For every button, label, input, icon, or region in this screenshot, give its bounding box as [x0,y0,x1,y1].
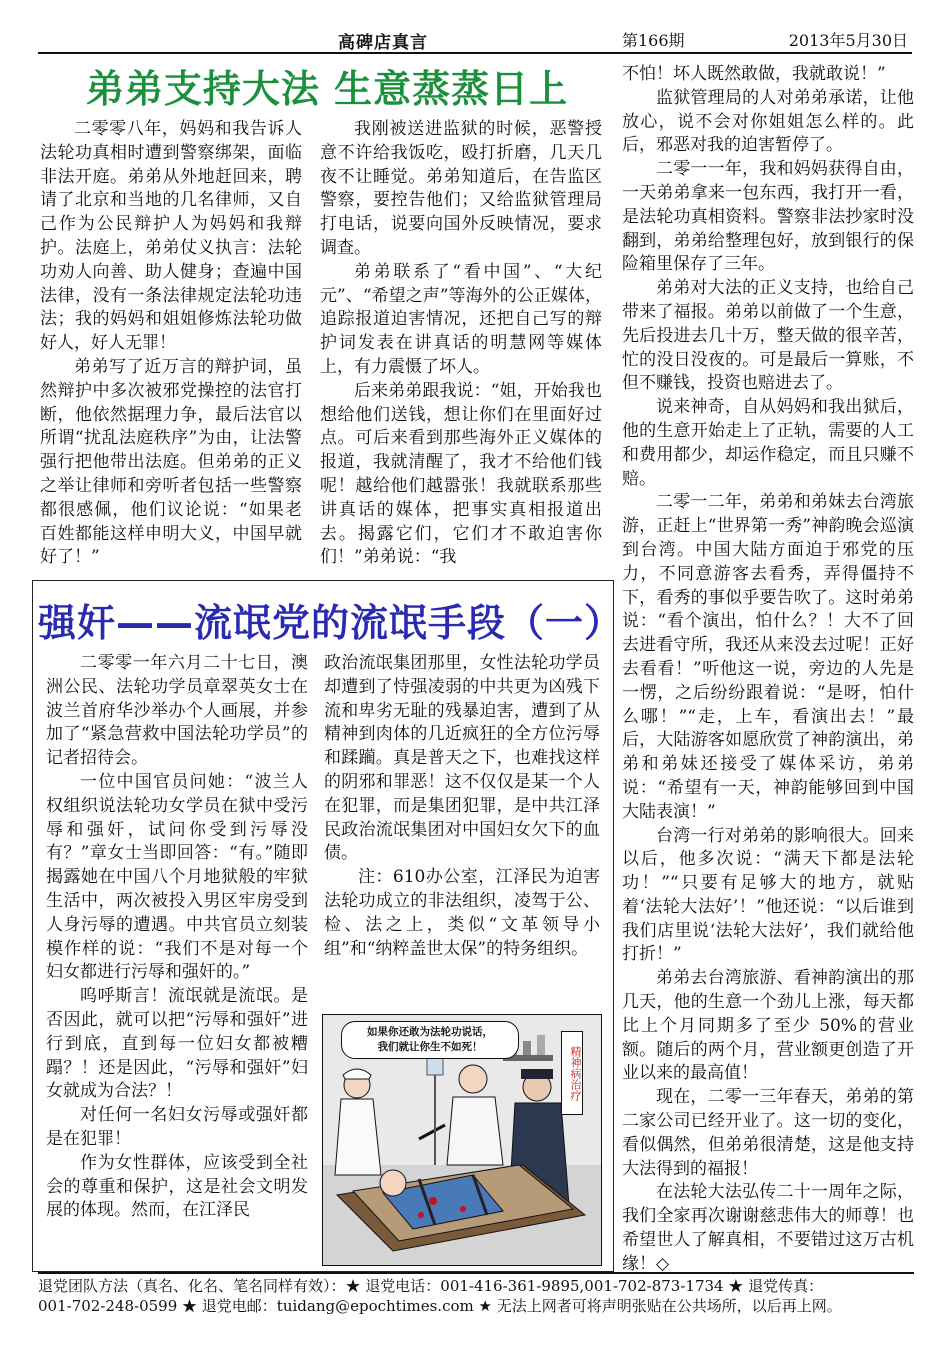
paragraph: 作为女性群体，应该受到全社会的尊重和保护，这是社会文明发展的体现。然而，在江泽民 [46,1152,308,1221]
paragraph: 弟弟去台湾旅游、看神韵演出的那几天，他的生意一个劲儿上涨，每天都比上个月同期多了至少 50%的营业额。随后的两个月，营业额更创造了开业以来的最高值！ [622,968,914,1084]
paragraph: 呜呼斯言！流氓就是流氓。是否因此，就可以把“污辱和强奸”进行到底，直到每一位妇女都被糟蹋？！还是因此，“污辱和强奸”妇女就成为合法？！ [46,986,308,1102]
paragraph: 对任何一名妇女污辱或强奸都是在犯罪！ [46,1105,308,1149]
paragraph: 台湾一行对弟弟的影响很大。回来以后，他多次说：“满天下都是法轮功！”“只要有足够大的地方，就贴着‘法轮大法好’！”他还说：“以后谁到我们店里说‘法轮大法好’，我们就给他打折！” [622,825,914,965]
page-header [38,22,912,54]
paragraph: 弟弟联系了“看中国”、“大纪元”、“希望之声”等海外的公正媒体，追踪报道迫害情况，还把自己写的辩护词发表在讲真话的明慧网等媒体上，有力震慑了坏人。 [320,261,602,377]
paragraph: 不怕！坏人既然敢做，我就敢说！” [622,64,886,84]
article2-title: 强奸——流氓党的流氓手段（一） [38,601,624,645]
paragraph: 现在，二零一三年春天，弟弟的第二家公司已经开业了。这一切的变化，看似偶然，但弟弟很清楚，这是他支持大法得到的福报！ [622,1087,914,1179]
article1-column-1 [40,118,302,570]
cartoon-speech-bubble [341,1021,519,1059]
bubble-line: 我们就让你生不如死！ [377,1041,483,1053]
paper-name: 高碑店真言 [338,33,428,53]
paragraph: 一位中国官员问她：“波兰人权组织说法轮功女学员在狱中受污辱和强奸，试问你受到污辱没有？”章女士当即回答：“有。”随即揭露她在中国八个月地狱般的牢狱生活中，两次被投入男区牢房受到人身污辱的遭遇。中共官员立刻装模作样的说：“我们不是对每一个妇女都进行污辱和强奸的。” [46,771,308,983]
footer-line: 001-702-248-0599 ★ 退党电邮：tuidang@epochtimes.com ★ 无法上网者可将声明张贴在公共场所，以后再上网。 [38,1297,842,1315]
cartoon-wall-sign: 精神病治疗 [561,1031,583,1115]
cartoon-illustration [322,1014,602,1266]
page-footer [38,1272,914,1316]
paragraph: 二零一二年，弟弟和弟妹去台湾旅游，正赶上“世界第一秀”神韵晚会巡演到台湾。中国大陆方面迫于邪党的压力，不同意游客去看秀，弄得僵持不下，看秀的事似乎要告吹了。这时弟弟说：“看个演出，怕什么？！大不了回去进看守所，我还从来没去过呢！正好去看看！”听他这一说，旁边的人先是一愣，之后纷纷跟着说：“是呀，怕什么哪！”“走，上车，看演出去！”最后，大陆游客如愿欣赏了神韵演出，弟弟和弟妹还接受了媒体采访，弟弟说：“希望有一天，神韵能够回到中国大陆表演！” [622,492,914,822]
footer-line: 退党团队方法（真名、化名、笔名同样有效）：★ 退党电话：001-416-361-9895,001-702-873-1734 ★ 退党传真： [38,1277,824,1295]
article2-column-2 [324,652,600,961]
bubble-line: 如果你还敢为法轮功说话， [367,1026,493,1038]
paragraph: 注：610办公室，江泽民为迫害法轮功成立的非法组织，凌驾于公、检、法之上，类似“文革领导小组”和“纳粹盖世太保”的特务组织。 [324,867,600,959]
article1-title: 弟弟支持大法 生意蒸蒸日上 [85,67,569,111]
paragraph: 政治流氓集团那里，女性法轮功学员却遭到了恃强凌弱的中共更为凶残下流和卑劣无耻的残暴迫害，遭到了从精神到肉体的几近疯狂的全方位污辱和蹂躏。真是普天之下，也难找这样的阴邪和罪恶！这不仅仅是某一个人在犯罪，而是集团犯罪，是中共江泽民政治流氓集团对中国妇女欠下的血债。 [324,653,600,864]
paragraph: 弟弟写了近万言的辩护词，虽然辩护中多次被邪党操控的法官打断，他依然据理力争，最后法官以所谓“扰乱法庭秩序”为由，让法警强行把他带出法庭。但弟弟的正义之举让律师和旁听者包括一些警察都很感佩，他们议论说：“如果老百姓都能这样申明大义，中国早就好了！” [40,356,302,568]
issue-date: 2013年5月30日 [788,31,908,50]
paragraph: 二零零八年，妈妈和我告诉人法轮功真相时遭到警察绑架，面临非法开庭。弟弟从外地赶回来，聘请了北京和当地的几名律师，又自己作为公民辩护人为妈妈和我辩护。法庭上，弟弟仗义执言：法轮功劝人向善、助人健身；查遍中国法律，没有一条法律规定法轮功违法；我的妈妈和姐姐修炼法轮功做好人，好人无罪！ [40,119,302,354]
issue-number: 第166期 [622,31,685,50]
paragraph: 监狱管理局的人对弟弟承诺，让他放心，说不会对你姐姐怎么样的。此后，邪恶对我的迫害暂停了。 [622,87,914,156]
paragraph: 二零一一年，我和妈妈获得自由，一天弟弟拿来一包东西，我打开一看，是法轮功真相资料。警察非法抄家时没翻到，弟弟给整理包好，放到银行的保险箱里保存了三年。 [622,159,914,275]
article1-column-3 [622,63,914,1277]
paragraph: 后来弟弟跟我说：“姐，开始我也想给他们送钱，想让你们在里面好过点。可后来看到那些海外正义媒体的报道，我就清醒了，我才不给他们钱呢！越给他们越嚣张！我就联系那些讲真话的媒体，把事实真相报道出去。揭露它们，它们才不敢迫害你们！”弟弟说：“我 [320,380,602,568]
paragraph: 我刚被送进监狱的时候，恶警授意不许给我饭吃，殴打折磨，几天几夜不让睡觉。弟弟知道后，在告监区警察，要控告他们；又给监狱管理局打电话，说要向国外反映情况，要求调查。 [320,119,602,258]
article2-column-1 [46,652,308,1223]
paragraph: 说来神奇，自从妈妈和我出狱后，他的生意开始走上了正轨，需要的人工和费用都少，却运作稳定，而且只赚不赔。 [622,397,914,489]
article1-column-2 [320,118,602,570]
paragraph: 在法轮大法弘传二十一周年之际，我们全家再次谢谢慈悲伟大的师尊！也希望世人了解真相，不要错过这万古机缘！◇ [622,1182,914,1274]
paragraph: 二零零一年六月二十七日，澳洲公民、法轮功学员章翠英女士在波兰首府华沙举办个人画展，并参加了“紧急营救中国法轮功学员”的记者招待会。 [46,653,308,769]
paragraph: 弟弟对大法的正义支持，也给自己带来了福报。弟弟以前做了一个生意，先后投进去几十万，整天做的很辛苦，忙的没日没夜的。可是最后一算账，不但不赚钱，投资也赔进去了。 [622,278,914,394]
